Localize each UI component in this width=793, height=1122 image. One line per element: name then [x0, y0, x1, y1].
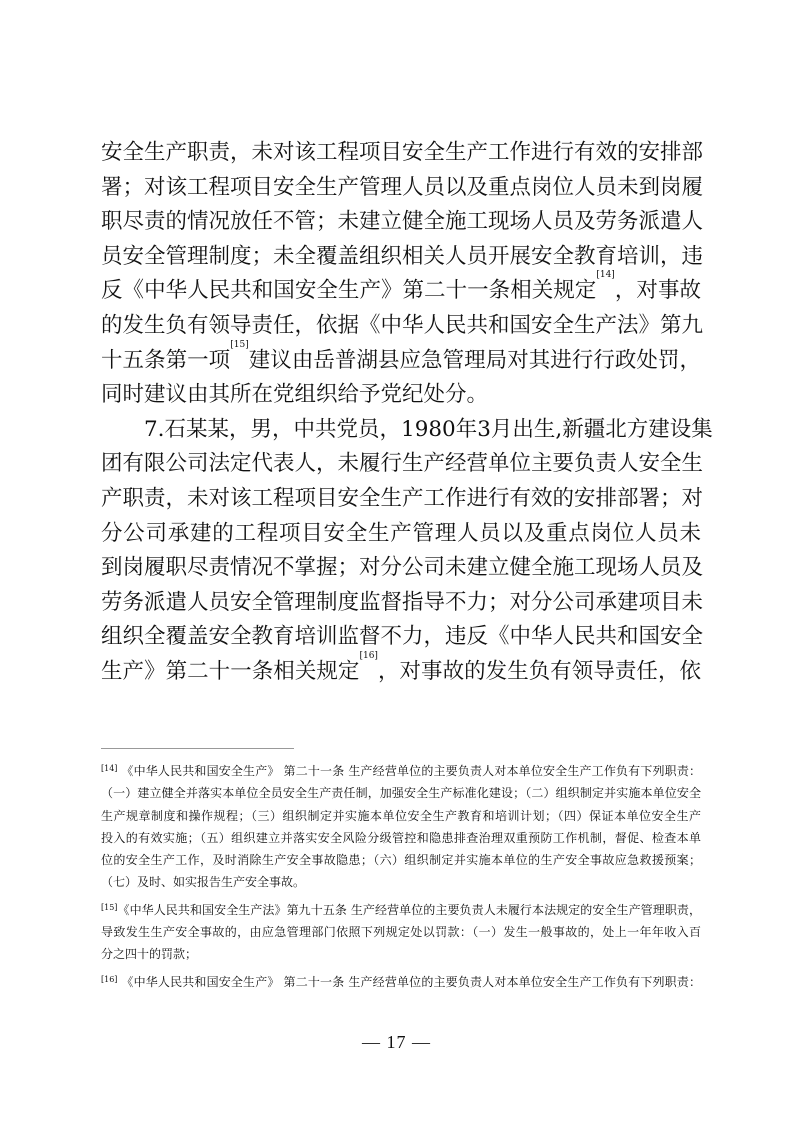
footnote-line: 分之四十的罚款；	[101, 947, 198, 962]
body-text-segment: 十五条第一项	[101, 347, 231, 373]
footnote-line: 生产规章制度和操作规程；（三）组织制定并实施本单位安全生产教育和培训计划；（四）保证本单位安全生产	[101, 808, 701, 823]
body-text-segment: 反《中华人民共和国安全生产》第二十一条相关规定	[101, 278, 597, 304]
paragraph-line: 到岗履职尽责情况不掌握；对分公司未建立健全施工现场人员及	[101, 555, 704, 581]
footnote-marker: [15]	[101, 902, 118, 912]
body-line: 的发生负有领导责任，依据《中华人民共和国安全生产法》第九	[101, 312, 704, 338]
footnote-line: （一）建立健全并落实本单位全员安全生产责任制，加强安全生产标准化建设；（二）组织制定并实施本单位安全	[101, 786, 701, 801]
body-text	[101, 136, 713, 690]
footnote-text: 《中华人民共和国安全生产》 第二十一条 生产经营单位的主要负责人对本单位安全生产工作负有下列职责：	[121, 764, 701, 778]
footnote-ref-16[interactable]: [16]	[359, 650, 378, 661]
footnote-marker: [14]	[101, 764, 118, 773]
body-line	[101, 339, 701, 379]
footnote-ref-15[interactable]: [15]	[230, 339, 249, 350]
paragraph-line: 团有限公司法定代表人，未履行生产经营单位主要负责人安全生	[101, 451, 704, 477]
footnote-line: 导致发生生产安全事故的，由应急管理部门依照下列规定处以罚款：（一）发生一般事故的，处上一年年收入百	[101, 925, 701, 940]
footnote-ref-14[interactable]: [14]	[596, 270, 615, 281]
footnote-line: 投入的有效实施；（五）组织建立并落实安全风险分级管控和隐患排查治理双重预防工作机制，督促、检查本单	[101, 830, 701, 845]
footnote-15	[101, 899, 701, 921]
paragraph-line: 分公司承建的工程项目安全生产管理人员以及重点岗位人员未	[101, 520, 701, 546]
footnote-line: 位的安全生产工作，及时消除生产安全事故隐患；（六）组织制定并实施本单位的生产安全事故应急救援预案；	[101, 853, 701, 868]
body-text-segment: ，对事故的发生负有领导责任，依	[377, 658, 701, 684]
footnote-separator	[101, 748, 294, 749]
body-text-segment: ，对事故	[614, 278, 701, 304]
paragraph-line: 7.石某某，男，中共党员，1980年3月出生,新疆北方建设集	[144, 416, 713, 442]
footnote-line: （七）及时、如实报告生产安全事故。	[101, 875, 306, 890]
paragraph-line: 产职责，未对该工程项目安全生产工作进行有效的安排部署；对	[101, 485, 704, 511]
body-text-segment: 建议由岳普湖县应急管理局对其进行行政处罚，	[248, 347, 701, 373]
body-line: 署；对该工程项目安全生产管理人员以及重点岗位人员未到岗履	[101, 174, 704, 200]
body-line: 安全生产职责，未对该工程项目安全生产工作进行有效的安排部	[101, 140, 704, 165]
paragraph-line: 劳务派遣人员安全管理制度监督指导不力；对分公司承建项目未	[101, 589, 704, 615]
body-line: 员安全管理制度；未全覆盖组织相关人员开展安全教育培训，违	[101, 243, 704, 269]
footnote-text: 《中华人民共和国安全生产》 第二十一条 生产经营单位的主要负责人对本单位安全生产工作负有下列职责：	[121, 974, 701, 989]
footnote-marker: [16]	[101, 974, 118, 984]
footnotes	[101, 760, 701, 993]
paragraph-line	[101, 650, 701, 690]
footnote-text: 《中华人民共和国安全生产法》第九十五条 生产经营单位的主要负责人未履行本法规定的安全生产管理职责，	[117, 902, 701, 917]
page-number: — 17 —	[362, 1032, 431, 1052]
body-line	[101, 270, 701, 309]
body-line: 职尽责的情况放任不管；未建立健全施工现场人员及劳务派遣人	[101, 209, 704, 235]
body-text-segment: 生产》第二十一条相关规定	[101, 658, 360, 684]
body-line: 同时建议由其所在党组织给予党纪处分。	[101, 382, 489, 408]
footnote-14	[101, 760, 701, 782]
footnote-16	[101, 971, 701, 993]
paragraph-line: 组织全覆盖安全教育培训监督不力，违反《中华人民共和国安全	[101, 624, 704, 650]
